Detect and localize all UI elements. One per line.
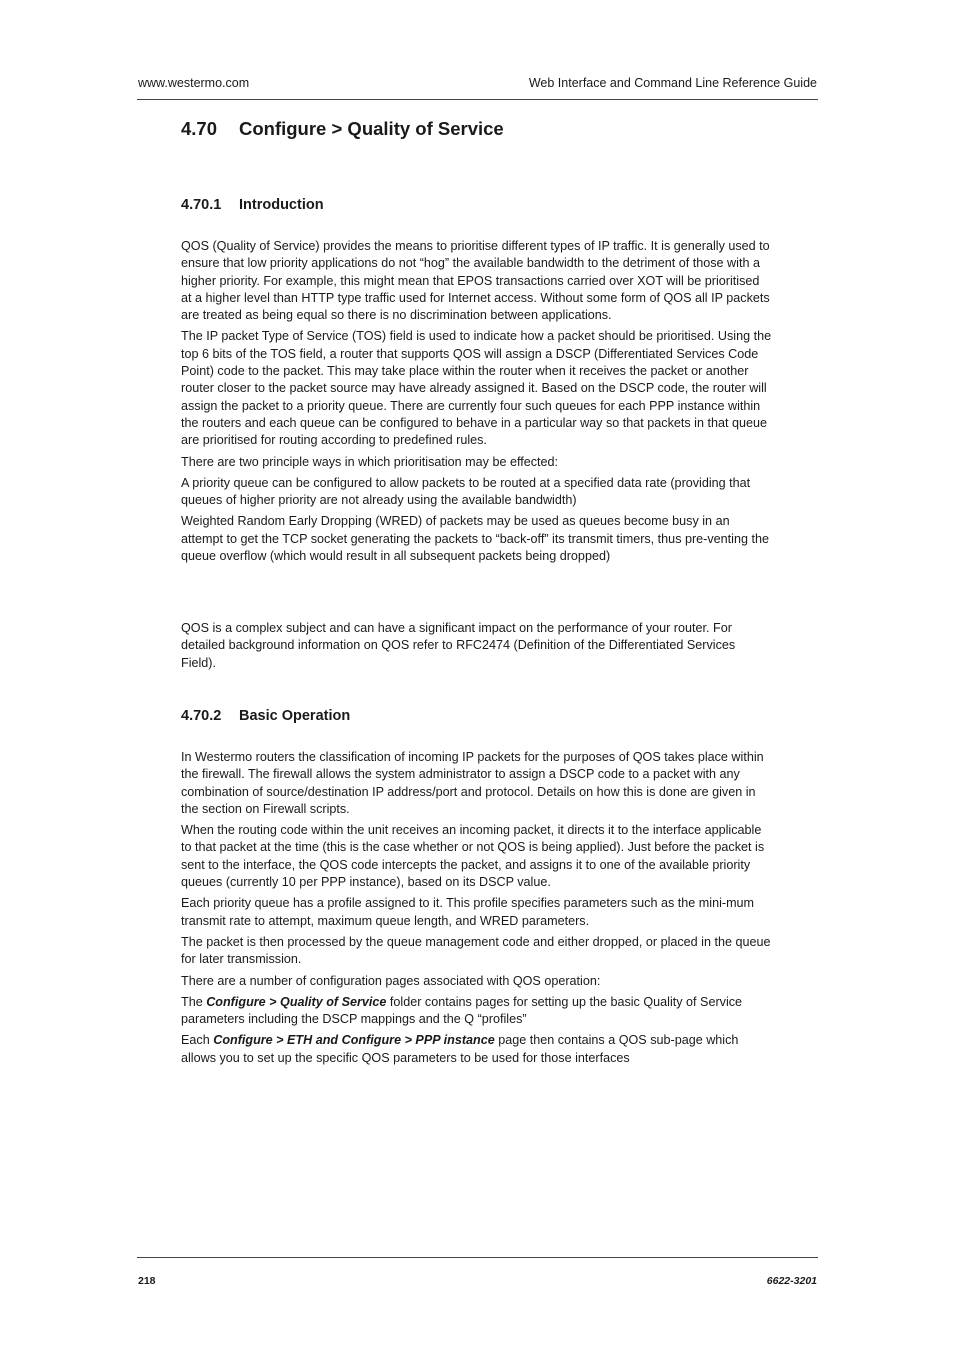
- header-guide-title: Web Interface and Command Line Reference Guide: [528, 76, 817, 90]
- basic-title: Basic Operation: [239, 708, 351, 724]
- menu-path: Configure > Quality of Service: [206, 994, 387, 1009]
- text: Each: [181, 1033, 214, 1048]
- document-number: 6622-3201: [766, 1275, 817, 1287]
- paragraph: When the routing code within the unit receives an incoming packet, it directs it to the interface applicable to that packet at the time (this is the case whether or not QOS is being applied). Just before the packet is sent to the interface, the QOS code intercepts the packet, and assigns it to one of the available priority queues (currently 10 per PPP instance), based on its DSCP value.: [181, 823, 765, 890]
- paragraph: The packet is then processed by the queue management code and either dropped, or placed in the queue for later transmission.: [181, 934, 771, 967]
- intro-closing: [181, 620, 773, 676]
- intro-number: 4.70.1: [181, 197, 222, 213]
- footer-rule: [137, 1257, 818, 1258]
- menu-path: Configure > ETH and Configure > PPP instance: [213, 1033, 495, 1048]
- text: page then contains a QOS sub-page which allows you to set up the specific QOS parameters to be used for those interfaces: [181, 1033, 739, 1065]
- paragraph: The IP packet Type of Service (TOS) field is used to indicate how a packet should be prioritised. Using the top 6 bits of the TOS field, a router that supports QOS will assign a DSCP (Differentiated Services Code Point) code to the packet. This may take place within the router when it receives the packet or another router closer to the packet source may have already assigned it. Based on the DSCP code, the router will assign the packet to a priority queue. There are currently four such queues for each PPP instance within the routers and each queue can be configured to behave in a particular way so that packets in that queue are prioritised for routing according to predefined rules.: [181, 329, 772, 448]
- paragraph: QOS (Quality of Service) provides the means to prioritise different types of IP traffic. It is generally used to ensure that low priority applications do not “hog” the available bandwidth to the detriment of those with a higher priority. For example, this might mean that EPOS transactions carried over XOT will be prioritised at a higher level than HTTP type traffic used for Internet access. Without some form of QOS all IP packets are treated as being equal so there is no discrimination between applications.: [181, 239, 770, 323]
- paragraph: There are two principle ways in which prioritisation may be effected:: [181, 454, 559, 469]
- paragraph: There are a number of configuration pages associated with QOS operation:: [181, 973, 601, 988]
- basic-number: 4.70.2: [181, 708, 222, 724]
- paragraph: In Westermo routers the classification of incoming IP packets for the purposes of QOS takes place within the firewall. The firewall allows the system administrator to assign a DSCP code to a packet with any combination of source/destination IP address/port and protocol. Details on how this is done are given in the section on Firewall scripts.: [181, 750, 764, 816]
- paragraph: A priority queue can be configured to allow packets to be routed at a specified data rate (providing that queues of higher priority are not already using the available bandwidth): [181, 475, 751, 508]
- intro-body: [181, 238, 773, 569]
- text: The: [181, 994, 207, 1009]
- header-url: www.westermo.com: [138, 76, 250, 90]
- paragraph: Weighted Random Early Dropping (WRED) of packets may be used as queues become busy in an attempt to get the TCP socket generating the packets to “back-off” its transmit timers, thus pre-venting the queue overflow (which would result in all subsequent packets being dropped): [181, 514, 769, 564]
- basic-body: [181, 749, 773, 1071]
- basic-heading: [181, 708, 350, 724]
- paragraph: [181, 1032, 773, 1067]
- paragraph: QOS is a complex subject and can have a significant impact on the performance of your router. For detailed background information on QOS refer to RFC2474 (Definition of the Differentiated Services Field).: [181, 621, 736, 670]
- paragraph: [181, 994, 773, 1029]
- intro-title: Introduction: [239, 197, 324, 213]
- section-heading: [181, 118, 504, 140]
- text: folder contains pages for setting up the basic Quality of Service parameters including the DSCP mappings and the Q “profiles”: [181, 994, 743, 1027]
- paragraph: Each priority queue has a profile assigned to it. This profile specifies parameters such as the mini-mum transmit rate to attempt, maximum queue length, and WRED parameters.: [181, 896, 755, 928]
- section-number: 4.70: [181, 118, 218, 139]
- section-title: Configure > Quality of Service: [239, 118, 504, 139]
- intro-heading: [181, 197, 324, 213]
- page-number: 218: [138, 1275, 156, 1287]
- header-rule: [137, 99, 818, 100]
